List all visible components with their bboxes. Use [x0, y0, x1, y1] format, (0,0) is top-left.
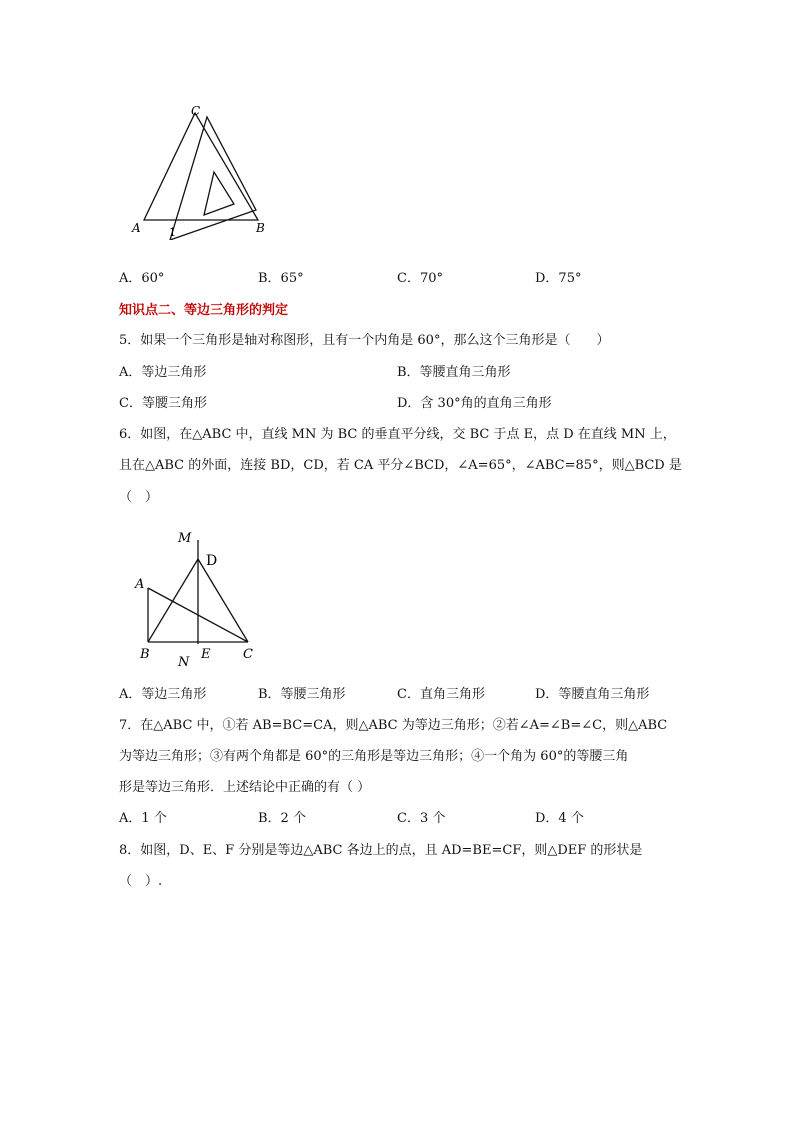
- triangle-abc: [144, 113, 258, 220]
- q6-line-2: 且在△ABC 的外面，连接 BD，CD，若 CA 平分∠BCD，∠A=65°，∠ABC=85°，则△BCD 是: [119, 458, 682, 473]
- q8-line-2: （ ）.: [119, 874, 163, 889]
- segment-cd: [198, 559, 248, 642]
- label-b: B: [140, 647, 150, 662]
- q7-option-a: A．1 个: [119, 811, 167, 826]
- q7-option-b: B．2 个: [258, 811, 306, 826]
- label-c: C: [191, 104, 201, 118]
- q6-option-b: B．等腰三角形: [258, 687, 346, 702]
- q4-option-d: D．75°: [535, 271, 582, 286]
- q7-option-c: C．3 个: [397, 811, 446, 826]
- label-d: D: [206, 553, 218, 569]
- label-b: B: [256, 221, 265, 235]
- q4-option-b: B．65°: [258, 271, 304, 286]
- set-square-inner: [204, 172, 234, 215]
- q5-option-b: B．等腰直角三角形: [397, 365, 511, 380]
- figure-q6: [128, 522, 268, 670]
- label-e: E: [201, 647, 211, 662]
- segment-bd: [148, 559, 198, 642]
- q7-option-d: D．4 个: [535, 811, 584, 826]
- label-a: A: [132, 221, 141, 235]
- label-1: 1: [169, 226, 176, 239]
- q7-line-2: 为等边三角形；③有两个角都是 60°的三角形是等边三角形；④一个角为 60°的等腰三角: [119, 749, 629, 764]
- figure-triangles: [128, 100, 278, 240]
- q6-option-c: C．直角三角形: [397, 687, 485, 702]
- label-a: A: [135, 577, 145, 592]
- q5-stem: 5．如果一个三角形是轴对称图形，且有一个内角是 60°，那么这个三角形是（ ）: [119, 333, 610, 348]
- section-heading: 知识点二、等边三角形的判定: [119, 303, 289, 318]
- label-c: C: [243, 647, 253, 662]
- q4-option-c: C．70°: [397, 271, 443, 286]
- q6-option-a: A．等边三角形: [119, 687, 207, 702]
- q4-option-a: A．60°: [119, 271, 165, 286]
- q6-line-3: （ ）: [119, 490, 159, 505]
- label-m: M: [178, 531, 192, 546]
- q6-option-d: D．等腰直角三角形: [535, 687, 650, 702]
- label-n: N: [178, 655, 190, 670]
- q8-line-1: 8．如图，D、E、F 分别是等边△ABC 各边上的点，且 AD=BE=CF，则△DEF 的形状是: [119, 843, 643, 858]
- q7-line-1: 7．在△ABC 中，①若 AB=BC=CA，则△ABC 为等边三角形；②若∠A=∠B=∠C，则△ABC: [119, 718, 668, 733]
- q7-line-3: 形是等边三角形．上述结论中正确的有（ ）: [119, 780, 371, 795]
- q6-line-1: 6．如图，在△ABC 中，直线 MN 为 BC 的垂直平分线，交 BC 于点 E，点 D 在直线 MN 上，: [119, 427, 676, 442]
- q5-option-a: A．等边三角形: [119, 365, 207, 380]
- q5-option-d: D．含 30°角的直角三角形: [397, 396, 552, 411]
- q5-option-c: C．等腰三角形: [119, 396, 207, 411]
